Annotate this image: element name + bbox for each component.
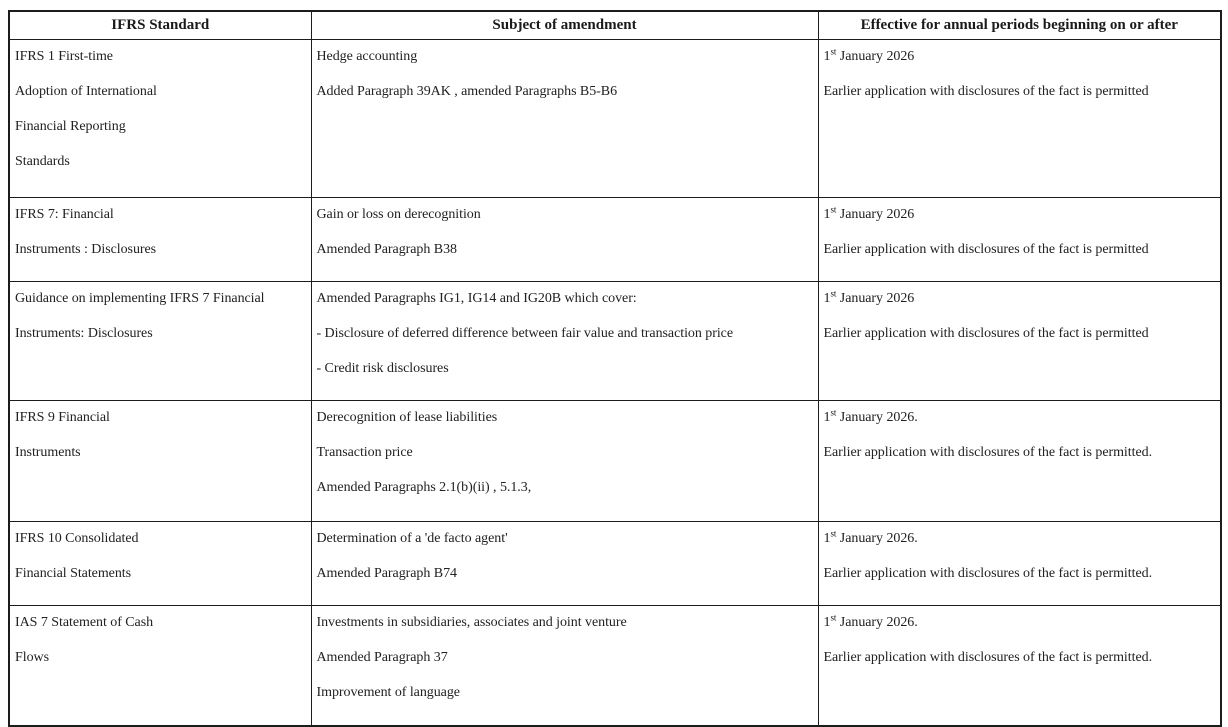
table-row	[9, 522, 1221, 606]
standard-line: Instruments : Disclosures	[15, 242, 157, 257]
standard-line: IFRS 7: Financial	[15, 207, 114, 222]
date-rest: January 2026	[836, 49, 915, 64]
subject-line: - Disclosure of deferred difference between fair value and transaction price	[316, 326, 734, 341]
cell-ifrs-standard	[9, 282, 311, 401]
standard-line: Instruments	[15, 445, 81, 460]
ifrs-amendments-table	[8, 10, 1222, 727]
early-application-note: Earlier application with disclosures of the fact is permitted.	[823, 445, 1153, 460]
table-row	[9, 401, 1221, 522]
effective-date	[824, 205, 1215, 225]
date-day: 1	[823, 291, 831, 306]
subject-line: Amended Paragraph B74	[316, 566, 457, 581]
date-rest: January 2026.	[836, 531, 918, 546]
standard-line: Adoption of International	[15, 84, 157, 99]
effective-date	[824, 613, 1215, 633]
standard-line: Instruments: Disclosures	[15, 326, 153, 341]
effective-date	[824, 529, 1215, 549]
cell-subject-of-amendment	[311, 401, 818, 522]
early-application-note: Earlier application with disclosures of the fact is permitted.	[823, 566, 1153, 581]
date-day: 1	[823, 207, 831, 222]
standard-line: IFRS 1 First-time	[15, 49, 113, 64]
date-ordinal: st	[830, 288, 837, 299]
column-header-subject: Subject of amendment	[311, 11, 818, 40]
cell-subject-of-amendment	[311, 40, 818, 198]
cell-subject-of-amendment	[311, 282, 818, 401]
subject-line: Added Paragraph 39AK , amended Paragraphs B5-B6	[316, 84, 618, 99]
subject-line: Transaction price	[316, 445, 413, 460]
subject-line: Amended Paragraph B38	[316, 242, 457, 257]
effective-date	[824, 47, 1215, 67]
subject-line: Improvement of language	[316, 685, 460, 700]
standard-line: Guidance on implementing IFRS 7 Financial	[15, 291, 265, 306]
cell-effective-period	[818, 282, 1221, 401]
cell-effective-period	[818, 198, 1221, 282]
cell-ifrs-standard	[9, 606, 311, 727]
date-rest: January 2026	[836, 207, 915, 222]
cell-subject-of-amendment	[311, 522, 818, 606]
standard-line: Financial Reporting	[15, 119, 126, 134]
date-rest: January 2026.	[836, 615, 918, 630]
subject-line: Amended Paragraphs IG1, IG14 and IG20B which cover:	[316, 291, 637, 306]
date-ordinal: st	[830, 407, 837, 418]
cell-effective-period	[818, 401, 1221, 522]
column-header-ifrs-standard: IFRS Standard	[9, 11, 311, 40]
cell-subject-of-amendment	[311, 198, 818, 282]
cell-ifrs-standard	[9, 522, 311, 606]
subject-line: Investments in subsidiaries, associates and joint venture	[316, 615, 627, 630]
standard-line: IFRS 10 Consolidated	[15, 531, 139, 546]
cell-effective-period	[818, 606, 1221, 727]
standard-line: Financial Statements	[15, 566, 132, 581]
table-row	[9, 606, 1221, 727]
date-ordinal: st	[830, 528, 837, 539]
subject-line: Amended Paragraph 37	[316, 650, 448, 665]
date-day: 1	[823, 615, 831, 630]
date-ordinal: st	[830, 204, 837, 215]
date-day: 1	[823, 531, 831, 546]
cell-ifrs-standard	[9, 401, 311, 522]
cell-ifrs-standard	[9, 40, 311, 198]
date-day: 1	[823, 410, 831, 425]
table-body	[9, 40, 1221, 727]
table-row	[9, 198, 1221, 282]
standard-line: IAS 7 Statement of Cash	[15, 615, 154, 630]
table-row	[9, 40, 1221, 198]
subject-line: Hedge accounting	[316, 49, 418, 64]
early-application-note: Earlier application with disclosures of the fact is permitted	[823, 84, 1149, 99]
subject-line: Derecognition of lease liabilities	[316, 410, 498, 425]
standard-line: Flows	[15, 650, 49, 665]
early-application-note: Earlier application with disclosures of the fact is permitted.	[823, 650, 1153, 665]
table-header-row	[9, 11, 1221, 40]
subject-line: - Credit risk disclosures	[316, 361, 449, 376]
standard-line: Standards	[15, 154, 70, 169]
date-ordinal: st	[830, 612, 837, 623]
effective-date	[824, 408, 1215, 428]
standard-line: IFRS 9 Financial	[15, 410, 110, 425]
cell-effective-period	[818, 40, 1221, 198]
cell-effective-period	[818, 522, 1221, 606]
date-rest: January 2026	[836, 291, 915, 306]
effective-date	[824, 289, 1215, 309]
early-application-note: Earlier application with disclosures of the fact is permitted	[823, 242, 1149, 257]
subject-line: Determination of a 'de facto agent'	[316, 531, 508, 546]
early-application-note: Earlier application with disclosures of the fact is permitted	[823, 326, 1149, 341]
subject-line: Amended Paragraphs 2.1(b)(ii) , 5.1.3,	[316, 480, 532, 495]
date-ordinal: st	[830, 46, 837, 57]
date-rest: January 2026.	[836, 410, 918, 425]
cell-subject-of-amendment	[311, 606, 818, 727]
column-header-effective: Effective for annual periods beginning on or after	[818, 11, 1221, 40]
cell-ifrs-standard	[9, 198, 311, 282]
table-row	[9, 282, 1221, 401]
subject-line: Gain or loss on derecognition	[316, 207, 481, 222]
date-day: 1	[823, 49, 831, 64]
